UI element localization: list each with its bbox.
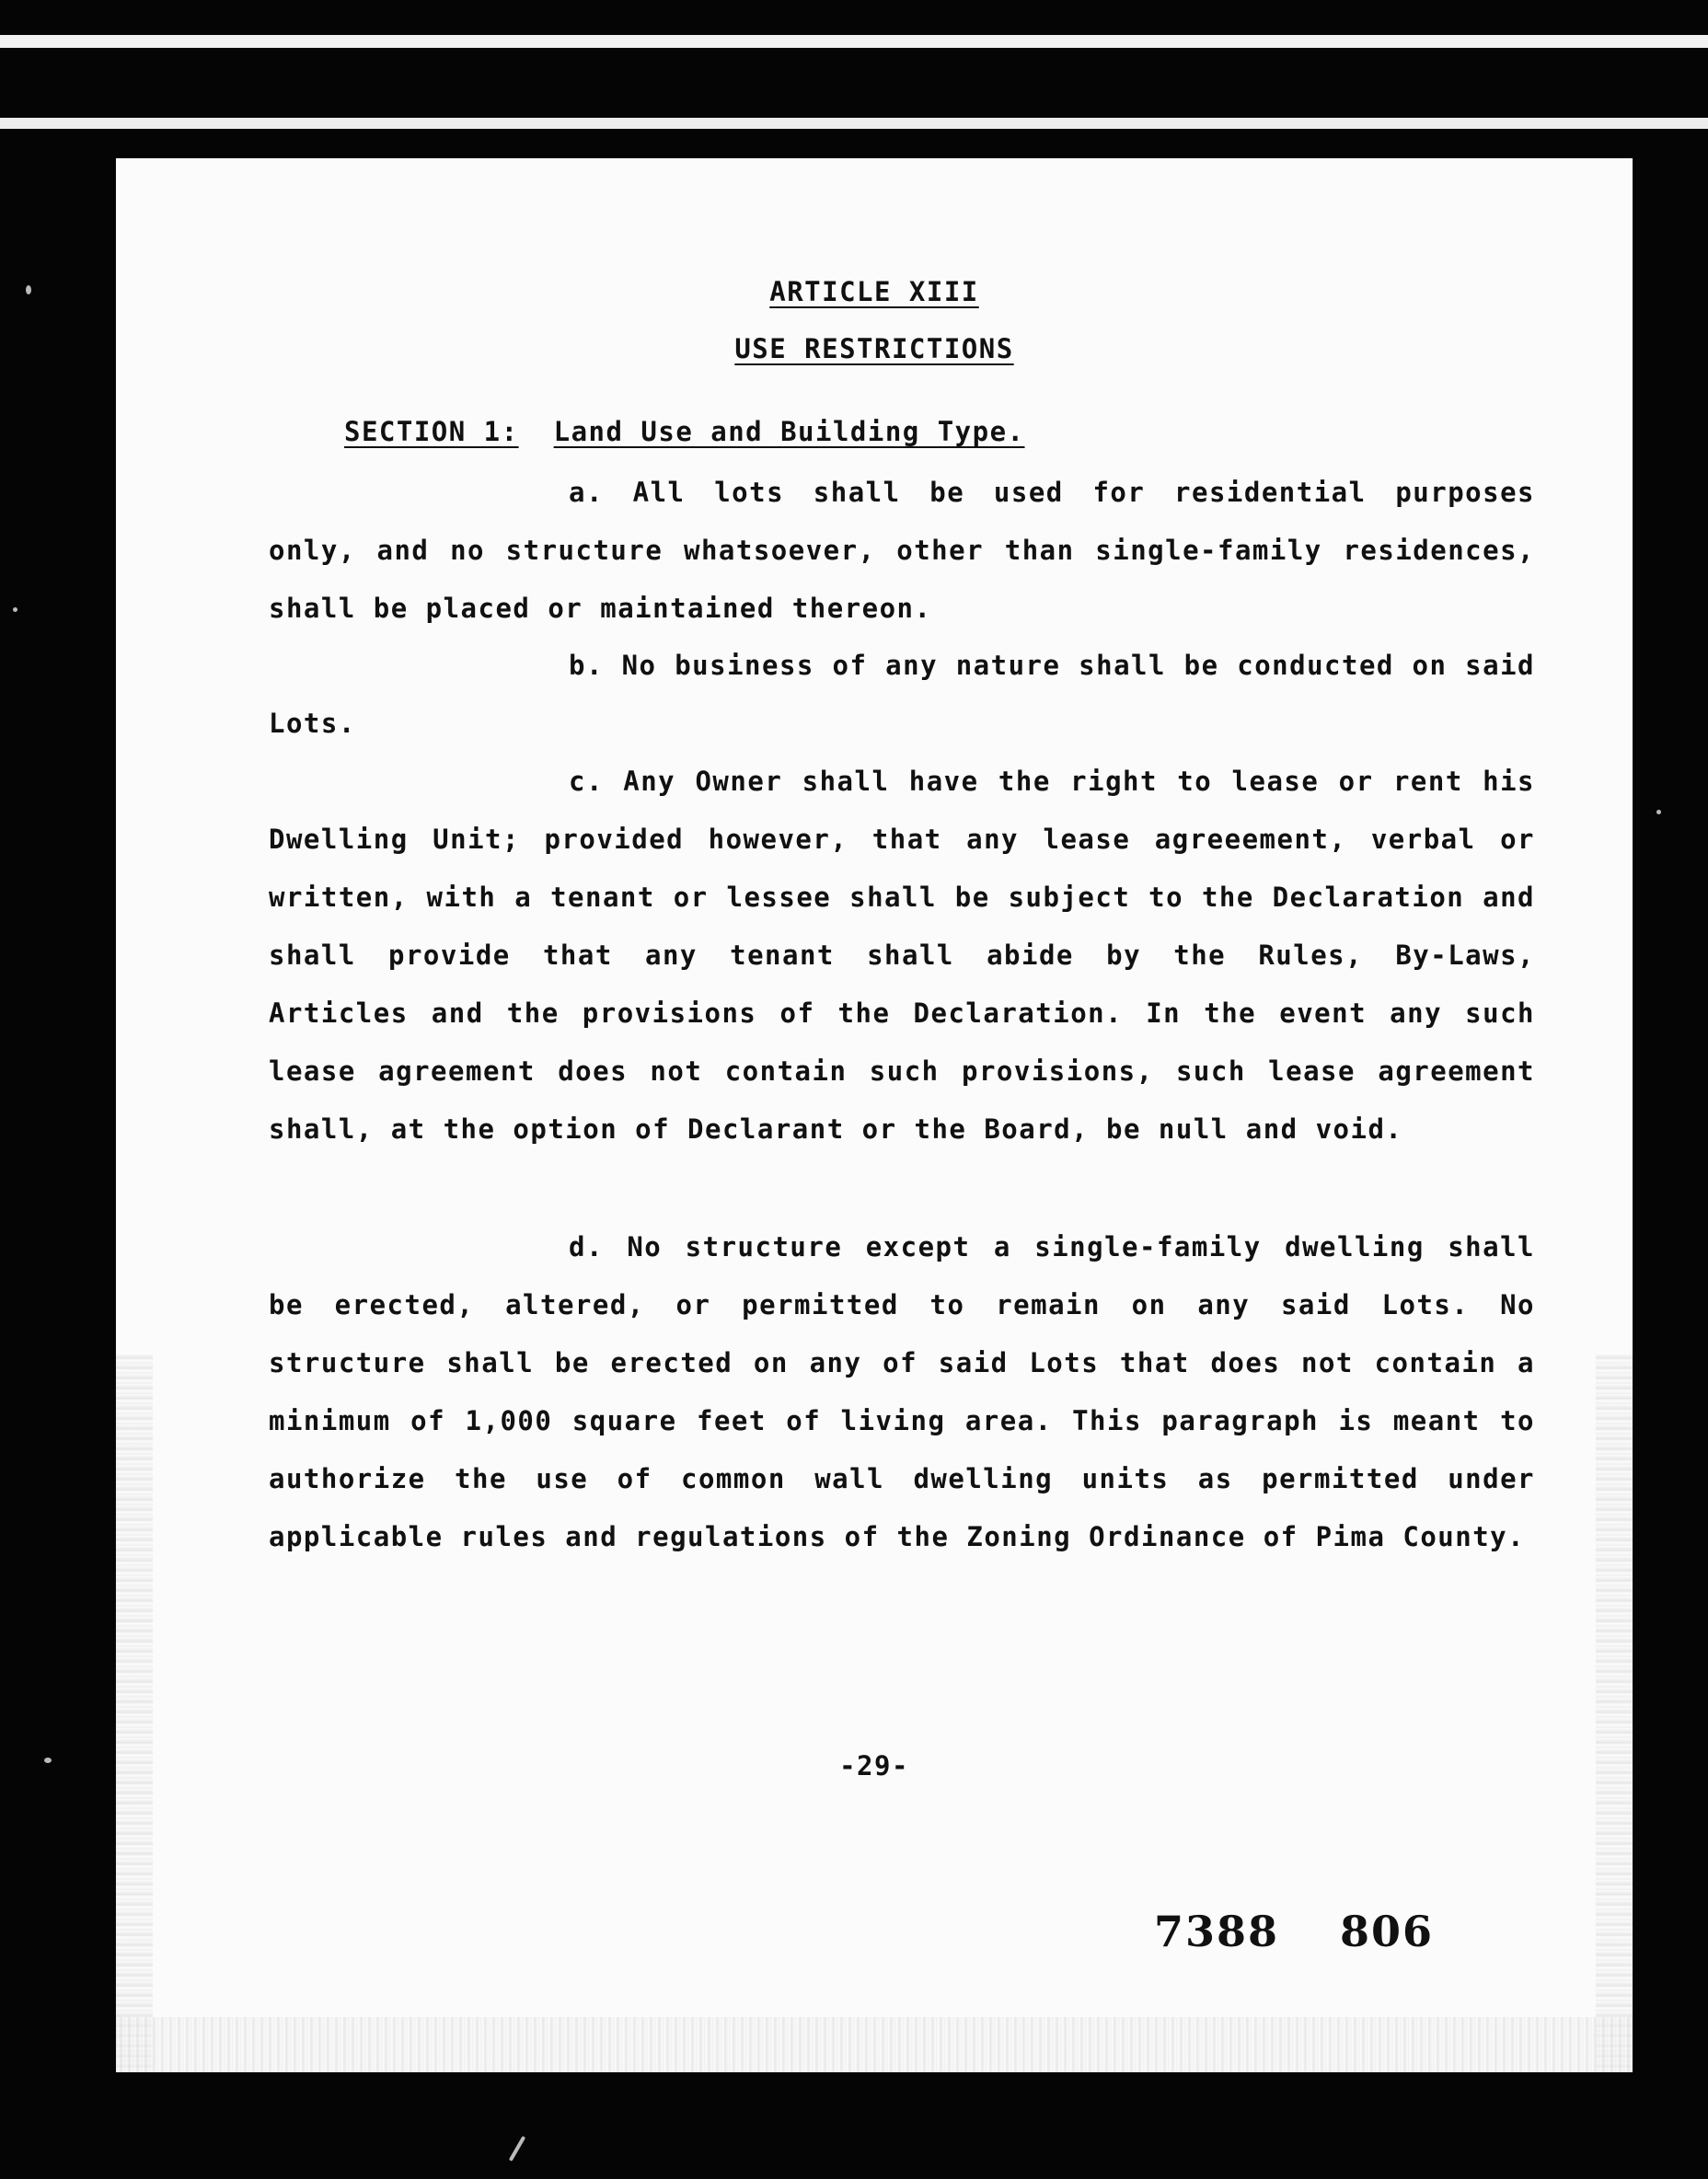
paragraph-a: a. All lots shall be used for residential purposes only, and no structure whatsoever, other than single-family residences, shall be placed or maintained thereon. xyxy=(269,477,1535,624)
scan-noise-left xyxy=(116,1355,153,2072)
article-title: ARTICLE XIII xyxy=(769,276,979,307)
paragraph-c: c. Any Owner shall have the right to lease or rent his Dwelling Unit; provided however, that any lease agreeement, verbal or written, with a tenant or lessee shall be subject to the Declaration and shall provide that any tenant shall abide by the Rules, By-Laws, Articles and the provisions of the Declaration. In the event any such lease agreement does not contain such provisions, such lease agreement shall, at the option of Declarant or the Board, be null and void. xyxy=(269,766,1535,1145)
recording-stamp-page: 806 xyxy=(1340,1907,1435,1956)
page-number: -29- xyxy=(839,1750,909,1781)
section-heading: Land Use and Building Type. xyxy=(553,416,1025,447)
scan-speck xyxy=(1656,810,1661,814)
scan-speck xyxy=(44,1758,52,1763)
scan-second-band xyxy=(0,118,1708,129)
section-label: SECTION 1: xyxy=(344,416,519,447)
paragraph-b: b. No business of any nature shall be conducted on said Lots. xyxy=(269,650,1535,739)
scan-speck xyxy=(509,2136,525,2162)
recording-stamp-book: 7388 xyxy=(1154,1907,1280,1956)
paragraph-d: d. No structure except a single-family dwelling shall be erected, altered, or permitted to remain on any said Lots. No structure shall be erected on any of said Lots that does not contain a minimum of 1,000 square feet of living area. This paragraph is meant to authorize the use of common wall dwelling units as permitted under applicable rules and regulations of the Zoning Ordinance of Pima County. xyxy=(269,1231,1535,1552)
scan-noise-bottom xyxy=(116,2017,1633,2072)
scan-top-band xyxy=(0,35,1708,48)
scan-speck xyxy=(13,607,17,612)
section-heading-line xyxy=(344,416,1025,447)
scan-speck xyxy=(26,285,31,294)
section-subtitle: USE RESTRICTIONS xyxy=(734,333,1014,364)
document-page xyxy=(116,158,1633,2072)
scan-noise-right xyxy=(1596,1355,1633,2072)
